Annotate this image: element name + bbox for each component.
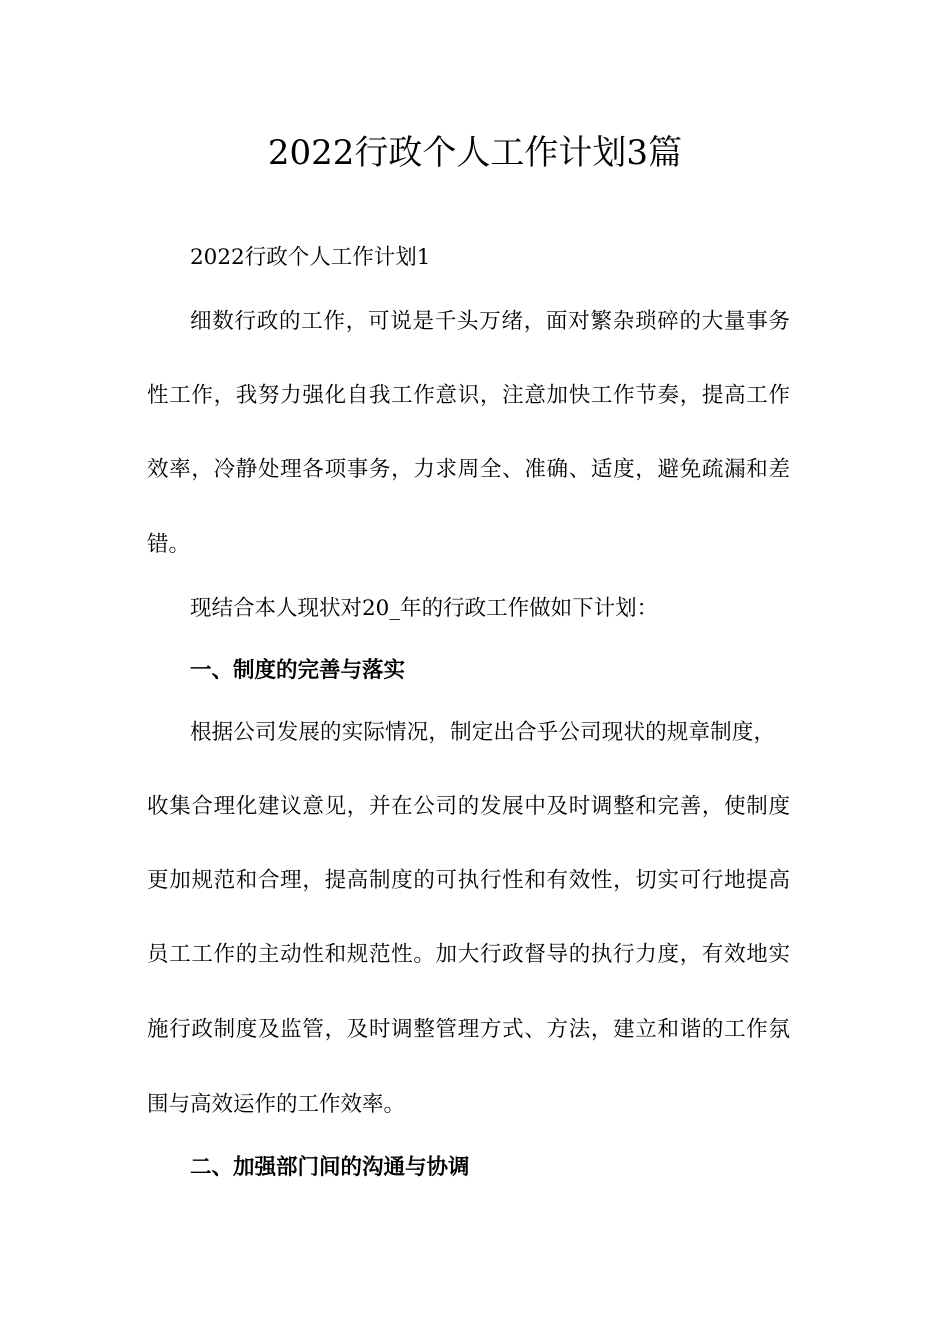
paragraph-line: 员工工作的主动性和规范性。加大行政督导的执行力度，有效地实 (147, 942, 790, 967)
paragraph-line: 细数行政的工作，可说是千头万绪，面对繁杂琐碎的大量事务 (190, 309, 790, 334)
paragraph-line: 围与高效运作的工作效率。 (147, 1092, 406, 1117)
paragraph-line: 根据公司发展的实际情况，制定出合乎公司现状的规章制度， (190, 720, 775, 745)
paragraph-line: 施行政制度及监管，及时调整管理方式、方法，建立和谐的工作氛 (147, 1017, 790, 1042)
paragraph-line: 收集合理化建议意见，并在公司的发展中及时调整和完善，使制度 (147, 794, 790, 819)
paragraph-line: 效率，冷静处理各项事务，力求周全、准确、适度，避免疏漏和差 (147, 457, 790, 482)
paragraph-line: 现结合本人现状对20_年的行政工作做如下计划： (190, 596, 659, 621)
document-title: 2022行政个人工作计划3篇 (267, 133, 683, 173)
section-heading: 一、制度的完善与落实 (190, 658, 406, 683)
paragraph-line: 性工作，我努力强化自我工作意识，注意加快工作节奏，提高工作 (147, 383, 790, 408)
paragraph-line: 错。 (147, 532, 191, 557)
paragraph-line: 更加规范和合理，提高制度的可执行性和有效性，切实可行地提高 (147, 868, 790, 893)
section-subtitle: 2022行政个人工作计划1 (190, 245, 431, 270)
section-heading: 二、加强部门间的沟通与协调 (190, 1155, 470, 1180)
